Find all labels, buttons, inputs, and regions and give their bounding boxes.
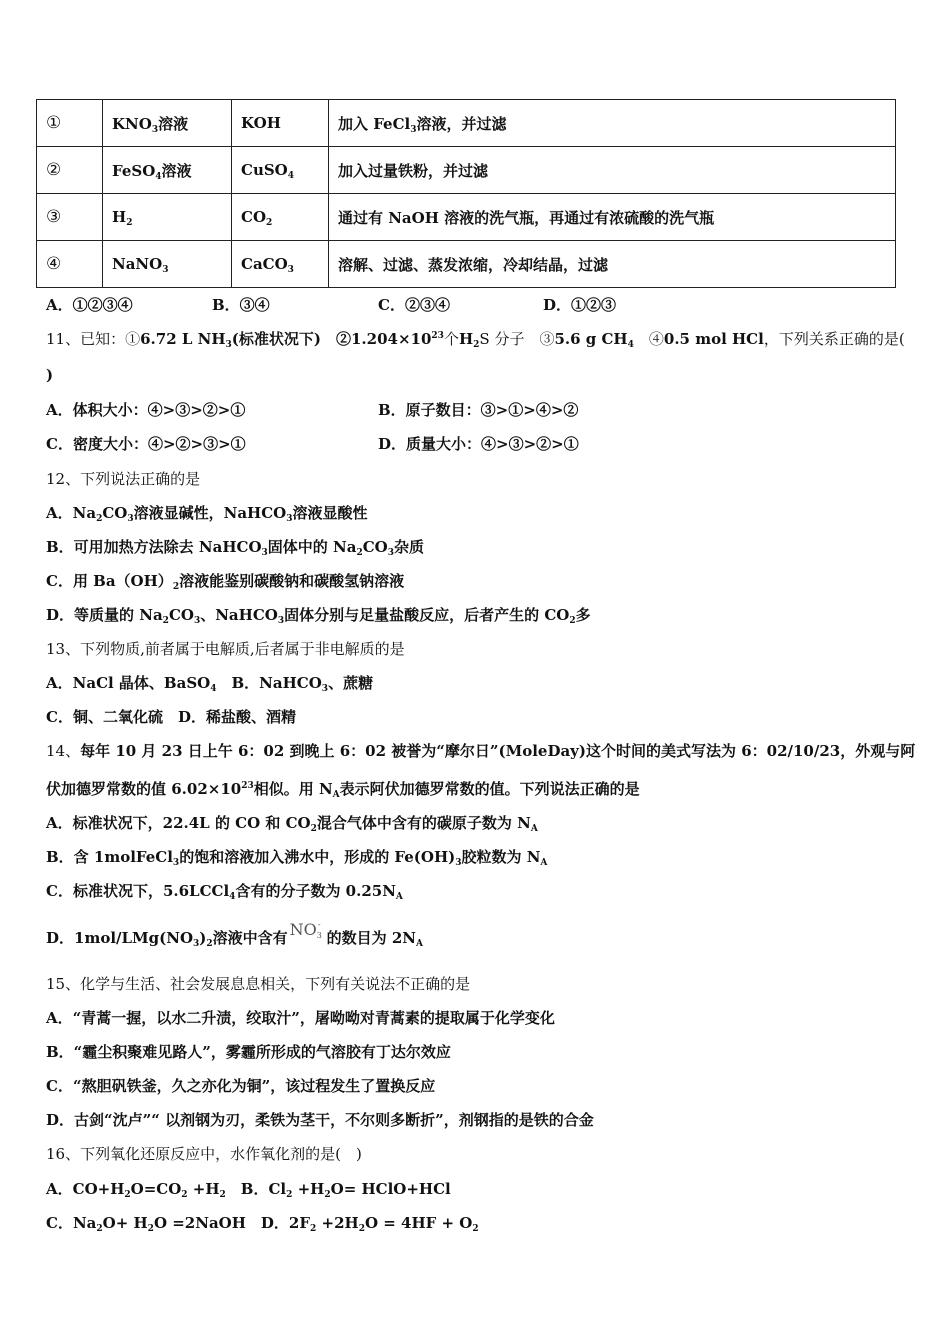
q11-stem-end: )	[46, 366, 54, 384]
q14-option-a: A．标准状况下，22.4L 的 CO 和 $CO_2$混合气体中含有的碳原子数为 $N_A$	[46, 814, 538, 834]
substance-cell: FeSO$_4$溶液	[103, 147, 232, 194]
q10-option-c: C．②③④	[378, 296, 450, 314]
q11-option-c: C．密度大小：④>②>③>①	[46, 435, 246, 453]
method-cell: 加入过量铁粉，并过滤	[329, 147, 896, 194]
q11-option-b: B．原子数目：③>①>④>②	[378, 401, 579, 419]
impurity-cell: KOH	[232, 100, 329, 147]
q10-option-d: D．①②③	[543, 296, 617, 314]
substance-cell: $KNO_3$溶液	[103, 100, 232, 147]
q15-option-b: B．“霾尘积聚难见路人”，雾霾所形成的气溶胶有丁达尔效应	[46, 1043, 451, 1061]
q16-stem: 16、下列氧化还原反应中，水作氧化剂的是( )	[46, 1145, 362, 1163]
row-number: ③	[37, 194, 103, 241]
q14-stem-line2: 伏加德罗常数的值 $6.02\times 10^{23}$相似。用 $N_A$表示阿伏加德罗常数的值。下列说法正确的是	[46, 780, 640, 800]
impurity-cell: CuSO$_4$	[232, 147, 329, 194]
row-number: ②	[37, 147, 103, 194]
q13-option-ab: A．NaCl 晶体、BaSO$_4$ B．NaHCO$_3$、蔗糖	[46, 674, 374, 694]
nitrate-formula: NO3-	[289, 920, 322, 940]
q11-option-d: D．质量大小：④>③>②>①	[378, 435, 579, 453]
q15-option-c: C．“熬胆矾铁釜，久之亦化为铜”，该过程发生了置换反应	[46, 1077, 436, 1095]
q11-stem: 11、已知：①6.72 L $NH_3$(标准状况下) $②1.204\times 10^{23}$个$H_2S$ 分子 ③5.6 g $CH_4$ ④0.5 mol HCl，下列关系正确的是(	[46, 330, 905, 350]
table-row	[37, 147, 896, 194]
q12-stem: 12、下列说法正确的是	[46, 470, 201, 488]
row-number: ④	[37, 241, 103, 288]
q14-option-b: B．含 1molFeCl$_3$的饱和溶液加入沸水中，形成的 $Fe(OH)_3$胶粒数为 $N_A$	[46, 848, 548, 868]
method-cell: 加入 FeCl$_3$溶液，并过滤	[329, 100, 896, 147]
table-row	[37, 100, 896, 147]
q13-option-cd: C．铜、二氧化硫 D．稀盐酸、酒精	[46, 708, 296, 726]
q10-option-b: B．③④	[212, 296, 270, 314]
q12-option-c: C．用 $Ba(OH)_2$溶液能鉴别碳酸钠和碳酸氢钠溶液	[46, 572, 405, 592]
q14-option-c: C．标准状况下，5.6LCCl$_4$含有的分子数为 $0.25N_A$	[46, 882, 403, 902]
method-cell: 通过有 NaOH 溶液的洗气瓶，再通过有浓硫酸的洗气瓶	[329, 194, 896, 241]
table-row	[37, 194, 896, 241]
substance-cell: NaNO$_3$	[103, 241, 232, 288]
q14-stem-line1: 14、每年 10 月 23 日上午 6：02 到晚上 6：02 被誉为“摩尔日”(MoleDay)这个时间的美式写法为 6：02/10/23，外观与阿	[46, 742, 916, 760]
q12-option-a: A．$Na_2CO_3$溶液显碱性，NaHCO$_3$溶液显酸性	[46, 504, 368, 524]
table-row	[37, 241, 896, 288]
q14-option-d: D．$1mol/LMg(NO_3)_2$溶液中含有 NO3-的数目为 $2N_A$	[46, 920, 423, 949]
row-number: ①	[37, 100, 103, 147]
substance-cell: $H_2$	[103, 194, 232, 241]
method-cell: 溶解、过滤、蒸发浓缩，冷却结晶，过滤	[329, 241, 896, 288]
q15-option-a: A．“青蒿一握，以水二升渍，绞取汁”，屠呦呦对青蒿素的提取属于化学变化	[46, 1009, 555, 1027]
q15-option-d: D．古剑“沈卢”“ 以剂钢为刃，柔铁为茎干，不尔则多断折”，剂钢指的是铁的合金	[46, 1111, 594, 1129]
separation-table	[36, 99, 896, 288]
impurity-cell: $CO_2$	[232, 194, 329, 241]
impurity-cell: CaCO$_3$	[232, 241, 329, 288]
q15-stem: 15、化学与生活、社会发展息息相关，下列有关说法不正确的是	[46, 975, 471, 993]
q10-option-a: A．①②③④	[46, 296, 133, 314]
q13-stem: 13、下列物质,前者属于电解质,后者属于非电解质的是	[46, 640, 405, 658]
q11-option-a: A．体积大小：④>③>②>①	[46, 401, 246, 419]
q12-option-b: B．可用加热方法除去 NaHCO$_3$固体中的 $Na_2CO_3$杂质	[46, 538, 424, 558]
q16-option-cd: C．$Na_2O+ H_2O$ =2NaOH D．$2F_2 +2H_2O = 4HF + O_2$	[46, 1214, 479, 1234]
q12-option-d: D．等质量的 $Na_2CO_3$、NaHCO$_3$固体分别与足量盐酸反应，后者产生的 $CO_2$多	[46, 606, 591, 626]
q16-option-ab: A．$CO+H_2O=CO_2 +H_2$ B．$Cl_2 +H_2O=$ HClO+HCl	[46, 1180, 451, 1200]
